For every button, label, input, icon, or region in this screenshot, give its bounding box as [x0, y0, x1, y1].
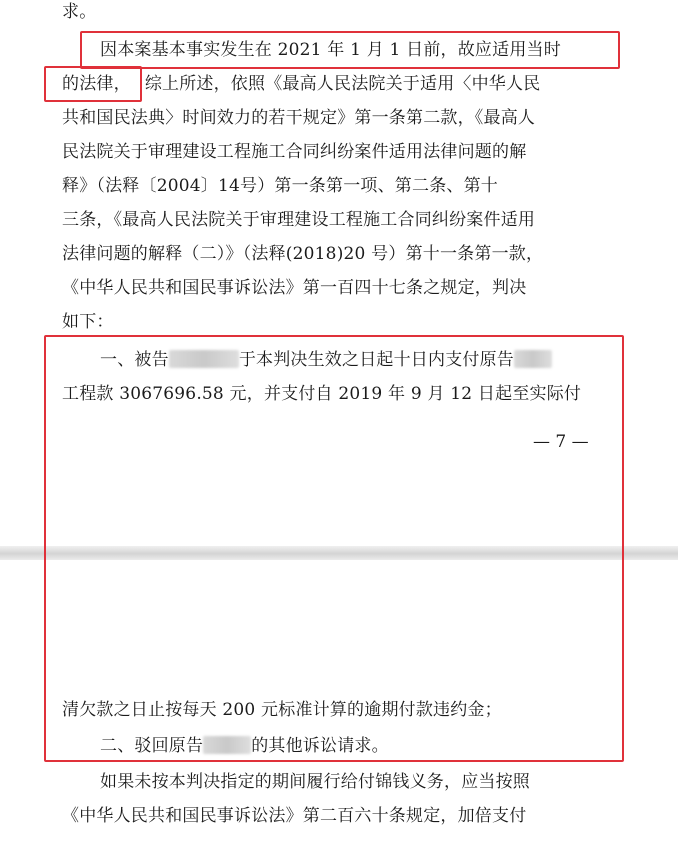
- text-fragment: 的法律，: [62, 74, 131, 94]
- text-line: 法律问题的解释（二）》（法释(2018)20 号）第十一条第一款，: [62, 244, 544, 264]
- page-number: — 7 —: [533, 432, 589, 452]
- text-line: 三条，《最高人民法院关于审理建设工程施工合同纠纷案件适用: [62, 210, 536, 230]
- text-line: 工程款 3067696.58 元，并支付自 2019 年 9 月 12 日起至实际付: [62, 384, 582, 404]
- text-line: 因本案基本事实发生在 2021 年 1 月 1 日前，故应适用当时: [100, 40, 561, 60]
- text-fragment: 一、被告: [100, 350, 169, 370]
- text-fragment: 于本判决生效之日起十日内支付原告: [238, 350, 515, 370]
- text-line: 《中华人民共和国民事诉讼法》第二百六十条规定，加倍支付: [62, 806, 527, 826]
- text-fragment: 综上所述，依照《最高人民法院关于适用〈中华人民: [144, 74, 541, 94]
- text-line: 求。: [62, 2, 97, 22]
- text-fragment: 的其他诉讼请求。: [251, 736, 389, 756]
- text-line: 《中华人民共和国民事诉讼法》第一百四十七条之规定，判决: [62, 278, 527, 298]
- text-line: 民法院关于审理建设工程施工合同纠纷案件适用法律问题的解: [62, 142, 527, 162]
- text-line: 如果未按本判决指定的期间履行给付锦钱义务，应当按照: [100, 772, 530, 792]
- text-fragment: 二、驳回原告: [100, 736, 204, 756]
- text-line: 共和国民法典〉时间效力的若干规定》第一条第二款，《最高人: [62, 108, 536, 128]
- highlight-box-law-clause: [44, 66, 142, 102]
- text-line: 释》（法释〔2004〕14号）第一条第一项、第二条、第十: [62, 176, 498, 196]
- highlight-box-judgment: [44, 335, 624, 762]
- highlight-box-date-clause: [80, 31, 620, 69]
- text-line: 如下：: [62, 312, 114, 332]
- text-line: 清欠款之日止按每天 200 元标准计算的逾期付款违约金；: [62, 700, 502, 720]
